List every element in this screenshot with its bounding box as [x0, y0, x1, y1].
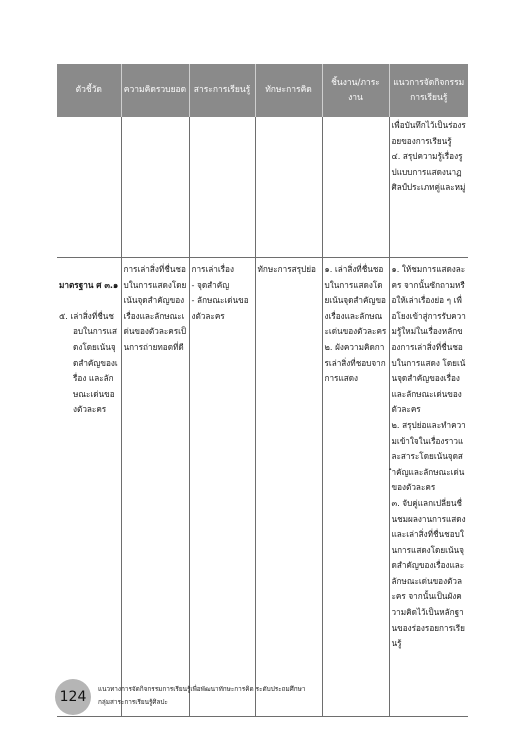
header-indicator: ตัวชี้วัด: [57, 64, 121, 117]
page-number-badge: 124: [55, 679, 91, 715]
standard-title: มาตรฐาน ศ ๓.๑: [59, 279, 119, 290]
cell-task: [322, 117, 389, 258]
footer-book-title: แนวทางการจัดกิจกรรมการเรียนรู้เพื่อพัฒนาทักษะการคิด ระดับประถมศึกษา: [98, 685, 306, 693]
cell-skill: [255, 117, 322, 258]
cell-content: [189, 117, 255, 258]
table-row: [57, 258, 468, 717]
header-content: สาระการเรียนรู้: [189, 64, 255, 117]
cell-concept: [121, 117, 189, 258]
curriculum-table: [57, 64, 468, 717]
header-activity: แนวการจัดกิจกรรมการเรียนรู้: [389, 64, 468, 117]
indicator-text: ๕. เล่าสิ่งที่ชื่นชอบในการแสดงโดยเน้นจุดสำคัญของเรื่อง และลักษณะเด่นของตัวละคร: [59, 310, 118, 415]
cell-skill: ทักษะการสรุปย่อ: [255, 258, 322, 717]
cell-indicator: [57, 258, 121, 717]
footer-subject: กลุ่มสาระการเรียนรู้ศิลปะ: [98, 698, 168, 706]
cell-activity: ๑. ให้ชมการแสดงละคร จากนั้นซักถามหรือให้เล่าเรื่องย่อ ๆ เพื่อโยงเข้าสู่การรับความรู้ใหม่ในเรื่องหลักของการเล่าสิ่งที่ชื่นชอบในการแสดง โดยเน้นจุดสำคัญของเรื่อง และลักษณะเด่นของตัวละคร ๒. สรุปย่อและทำความเข้าใจในเรื่องราวและสาระโดยเน้นจุดสำคัญและลักษณะเด่นของตัวละคร ๓. จับคู่แลกเปลี่ยนชื่นชมผลงานการแสดงและเล่าสิ่งที่ชื่นชอบในการแสดงโดยเน้นจุดสำคัญของเรื่องและลักษณะเด่นของตัวละคร จากนั้นเป็นผังความคิดไว้เป็นหลักฐานของร่องรอยการเรียนรู้: [389, 258, 468, 717]
header-skill: ทักษะการคิด: [255, 64, 322, 117]
header-task: ชิ้นงาน/ภาระงาน: [322, 64, 389, 117]
table-header-row: [57, 64, 468, 117]
header-concept: ความคิดรวบยอด: [121, 64, 189, 117]
cell-indicator: [57, 117, 121, 258]
cell-content: การเล่าเรื่อง - จุดสำคัญ - ลักษณะเด่นของตัวละคร: [189, 258, 255, 717]
cell-concept: การเล่าสิ่งที่ชื่นชอบในการแสดงโดยเน้นจุดสำคัญของเรื่องและลักษณะเด่นของตัวละครเป็นการถ่ายทอดที่ดี: [121, 258, 189, 717]
cell-task: ๑. เล่าสิ่งที่ชื่นชอบในการแสดงโดยเน้นจุดสำคัญของเรื่องและลักษณะเด่นของตัวละคร ๒. ผังความคิดการเล่าสิ่งที่ชอบจากการแสดง: [322, 258, 389, 717]
cell-activity: เพื่อบันทึกไว้เป็นร่องรอยของการเรียนรู้ ๔. สรุปความรู้เรื่องรูปแบบการแสดงนาฏศิลป์ประเภทคู่และหมู่: [389, 117, 468, 258]
table-row: [57, 117, 468, 258]
